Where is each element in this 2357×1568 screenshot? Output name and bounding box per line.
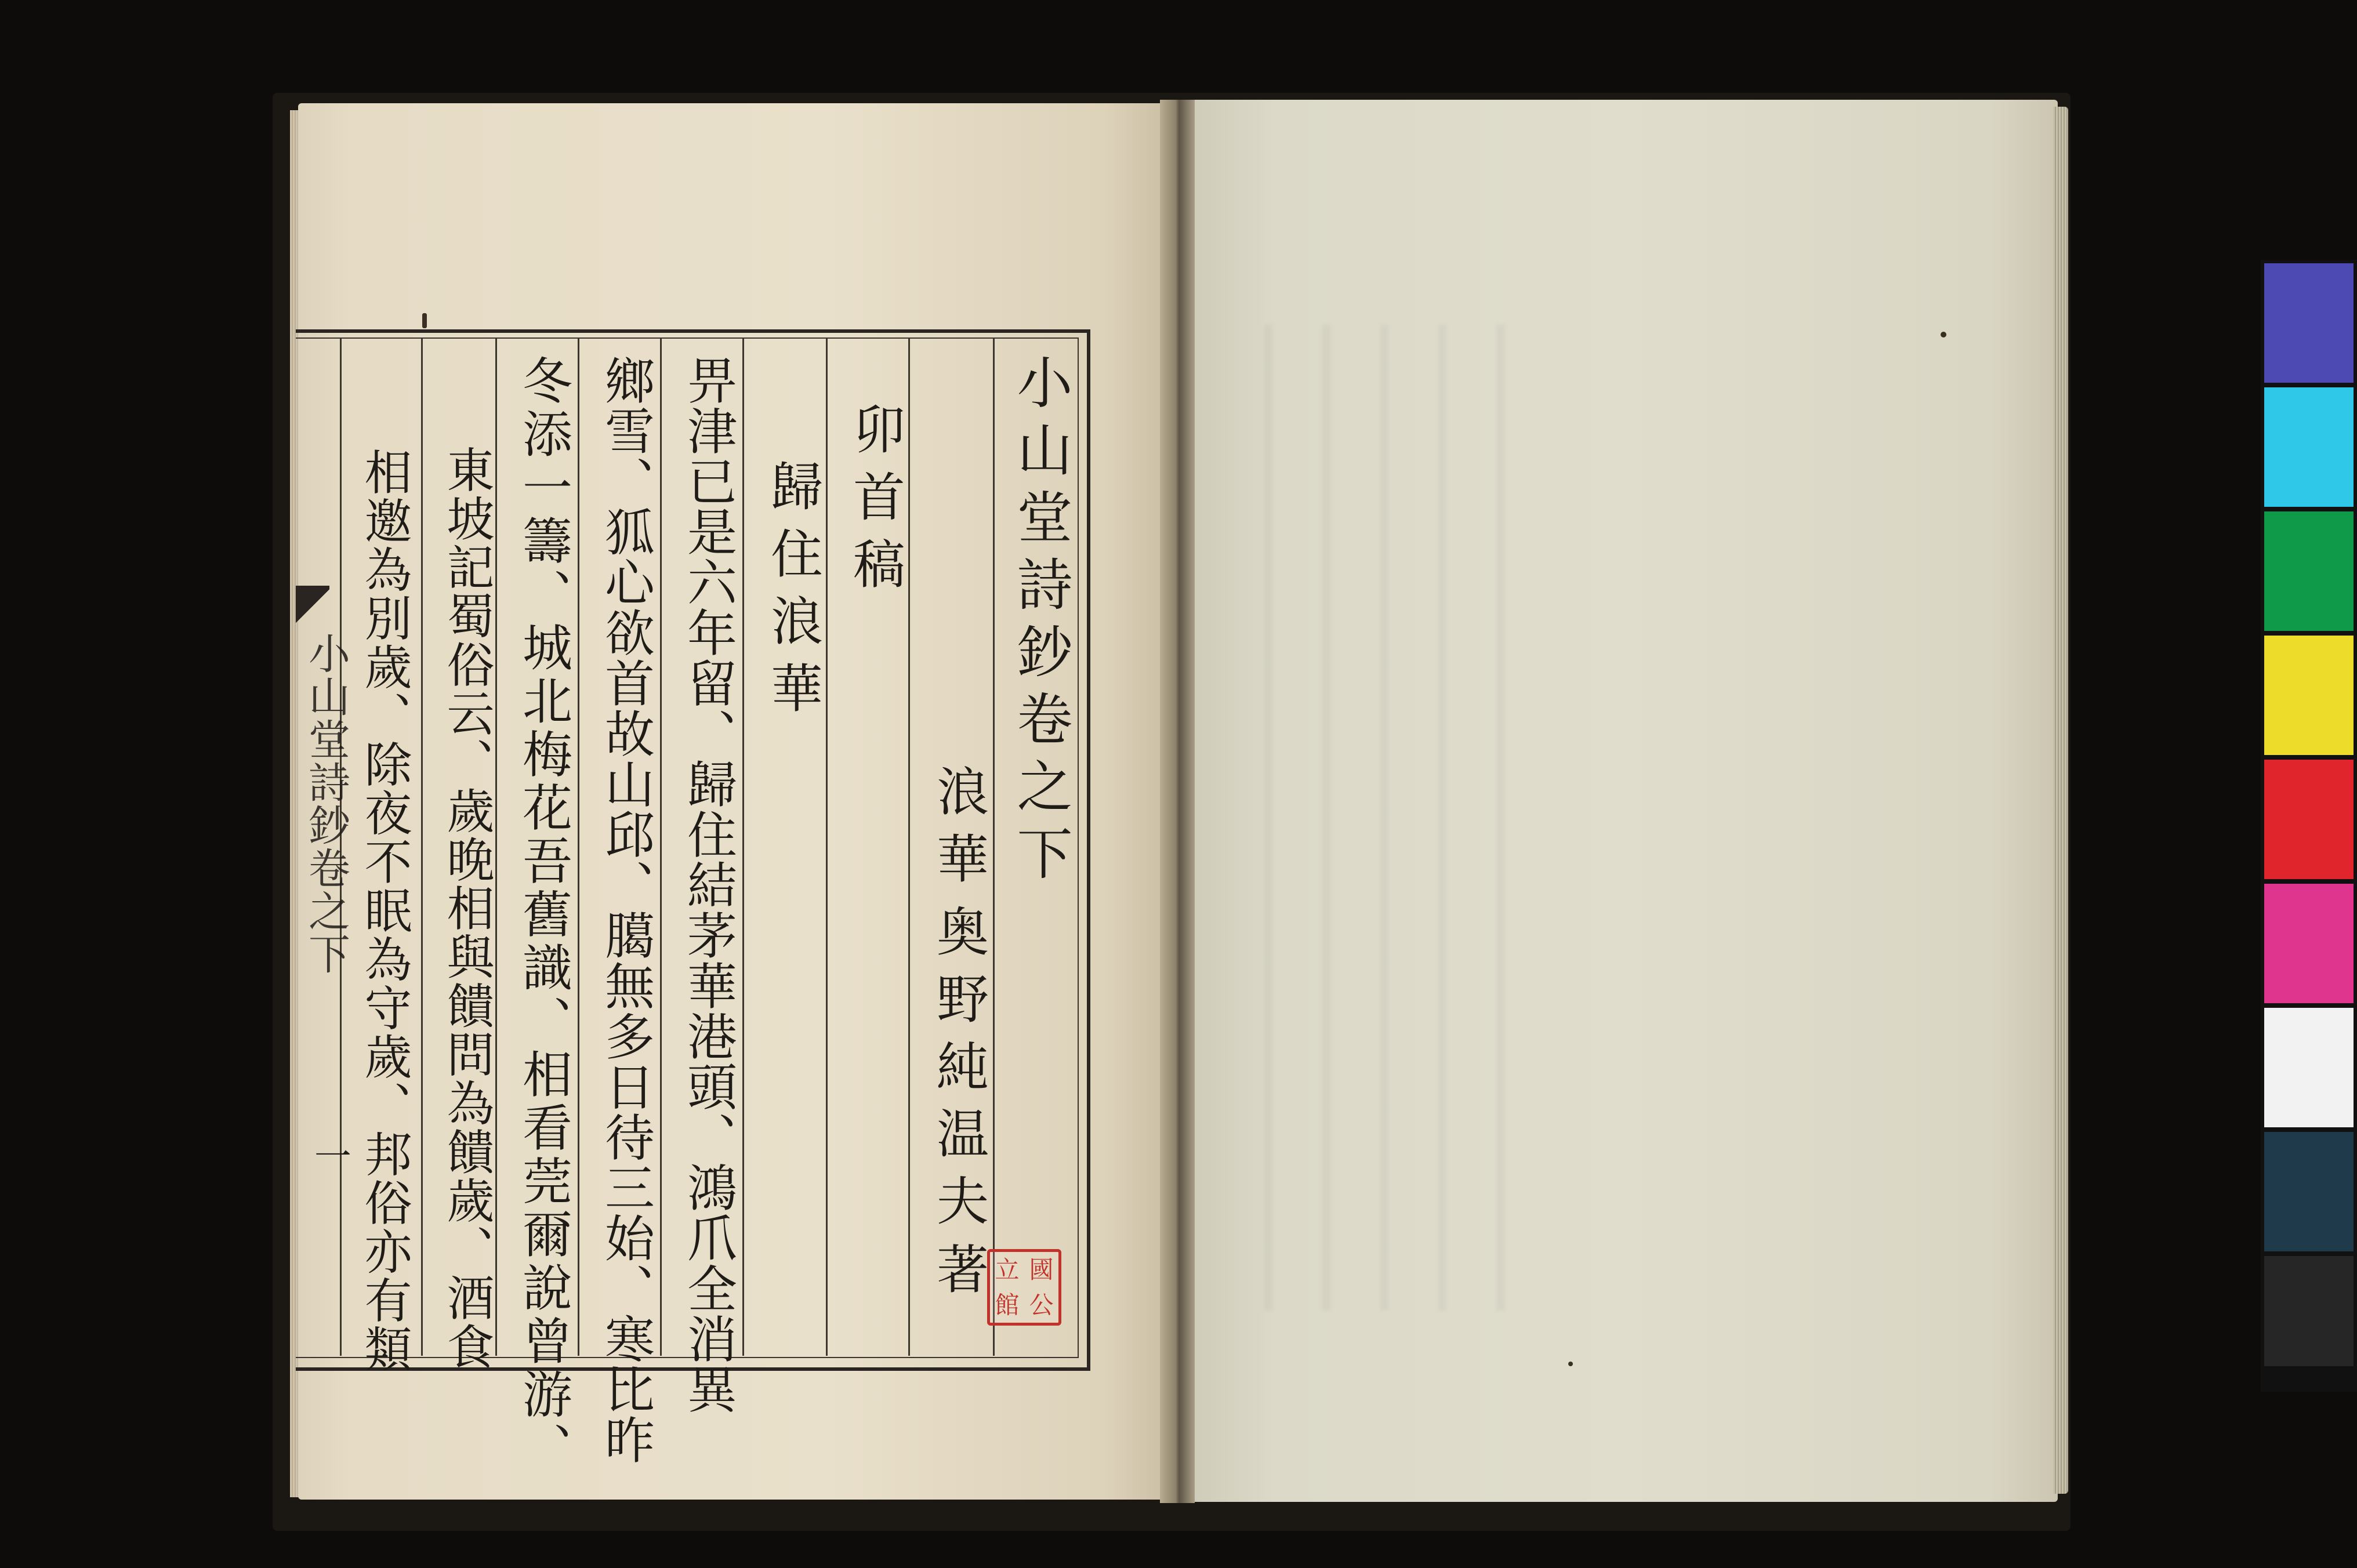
color-swatch bbox=[2264, 1132, 2354, 1251]
seal-char: 館 bbox=[995, 1290, 1020, 1319]
color-swatch bbox=[2264, 263, 2354, 383]
section-title: 卯首稿 bbox=[844, 402, 905, 604]
text-line-1: 畀津已是六年留、歸住結茅華港頭、鴻爪全消異 bbox=[679, 355, 737, 1414]
library-seal bbox=[987, 1249, 1061, 1326]
color-swatch bbox=[2264, 884, 2354, 1003]
fold-fish-tail-mark bbox=[296, 586, 329, 626]
color-swatch bbox=[2264, 636, 2354, 755]
text-line-2: 鄉雪、狐心欲首故山邱、臈無多日待三始、寒比昨 bbox=[596, 355, 654, 1465]
seal-char: 立 bbox=[995, 1255, 1020, 1284]
bleed-through-text bbox=[1230, 325, 1531, 1311]
volume-title: 小山堂詩鈔卷之下 bbox=[1008, 354, 1073, 892]
poem-title: 歸住浪華 bbox=[762, 459, 822, 728]
color-swatch bbox=[2264, 387, 2354, 507]
seal-char: 國 bbox=[1029, 1255, 1054, 1284]
column-rule bbox=[421, 339, 423, 1356]
author-name: 奥野純温夫 bbox=[927, 905, 988, 1241]
paper-speck bbox=[422, 313, 427, 328]
text-line-3: 冬添一籌、城北梅花吾舊識、相看莞爾說曾游、 bbox=[514, 355, 572, 1475]
right-page-edge bbox=[2053, 107, 2068, 1494]
seal-char: 公 bbox=[1029, 1290, 1054, 1319]
color-swatch bbox=[2264, 511, 2354, 631]
color-swatch bbox=[2264, 1256, 2354, 1366]
paper-speck bbox=[1941, 332, 1946, 337]
author-suffix: 著 bbox=[927, 1242, 988, 1304]
fold-title: 小山堂詩鈔卷之下 bbox=[302, 632, 350, 975]
book-gutter bbox=[1160, 100, 1195, 1503]
text-line-4: 東坡記蜀俗云、歲晚相與饋問為饋歲、酒食 bbox=[439, 445, 494, 1371]
color-swatch bbox=[2264, 1008, 2354, 1127]
fold-page-number: 一 bbox=[308, 1137, 351, 1183]
text-line-5: 相邀為別歲、除夜不眠為守歲、邦俗亦有類 bbox=[357, 448, 412, 1373]
author-place: 浪華 bbox=[927, 764, 988, 899]
color-swatch bbox=[2264, 760, 2354, 879]
paper-speck bbox=[1568, 1362, 1573, 1366]
